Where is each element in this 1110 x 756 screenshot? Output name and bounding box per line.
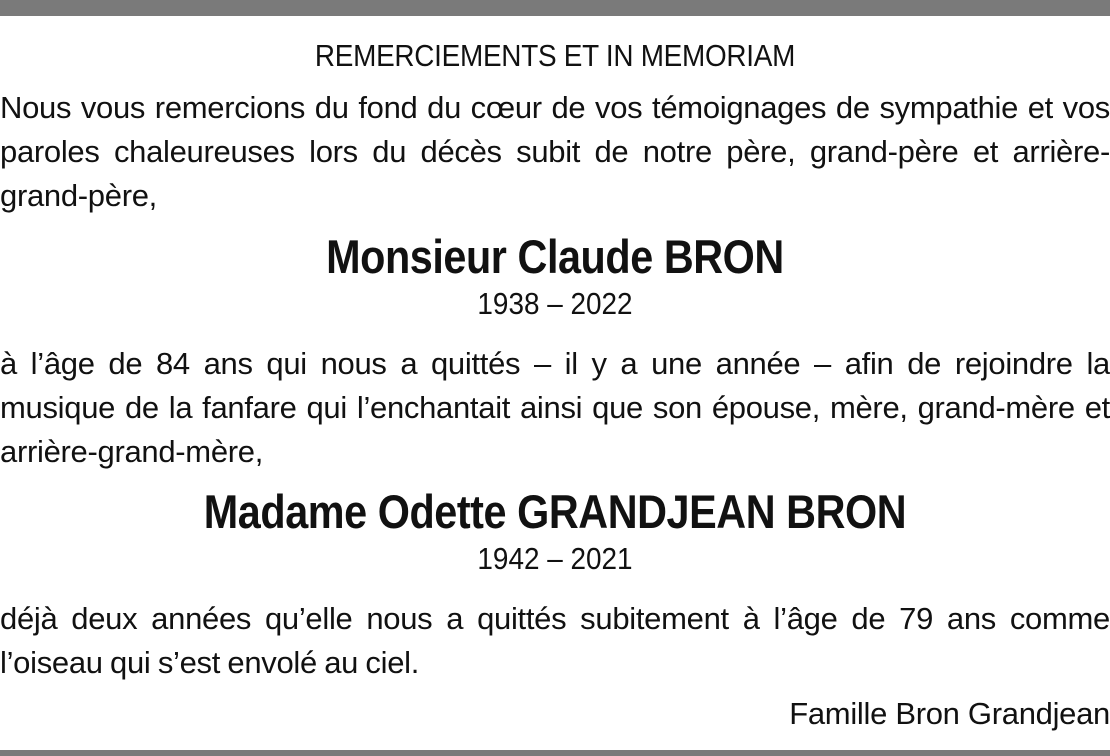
deceased-name-2: Madame Odette GRANDJEAN BRON [203, 485, 907, 538]
memorial-notice [0, 16, 1110, 750]
deceased-dates-2: 1942 – 2021 [477, 541, 633, 576]
family-signature: Famille Bron Grandjean [789, 696, 1110, 731]
closing-paragraph: déjà deux années qu’elle nous a quittés subitement à l’âge de 79 ans comme l’oiseau qui s’est envolé au ciel. [0, 601, 1110, 680]
notice-heading: REMERCIEMENTS ET IN MEMORIAM [314, 38, 796, 73]
thanks-paragraph: Nous vous remercions du fond du cœur de vos témoignages de sympathie et vos paroles chaleureuses lors du décès subit de notre père, grand-père et arrière-grand-père, [0, 90, 1110, 213]
deceased-name-1: Monsieur Claude BRON [326, 230, 784, 283]
top-border-rule [0, 0, 1110, 16]
bottom-border-rule [0, 750, 1110, 756]
deceased-dates-1: 1938 – 2022 [477, 286, 633, 321]
memorial-paragraph: à l’âge de 84 ans qui nous a quittés – il y a une année – afin de rejoindre la musique de la fanfare qui l’enchantait ainsi que son épouse, mère, grand-mère et arrière-grand-mère, [0, 346, 1110, 469]
